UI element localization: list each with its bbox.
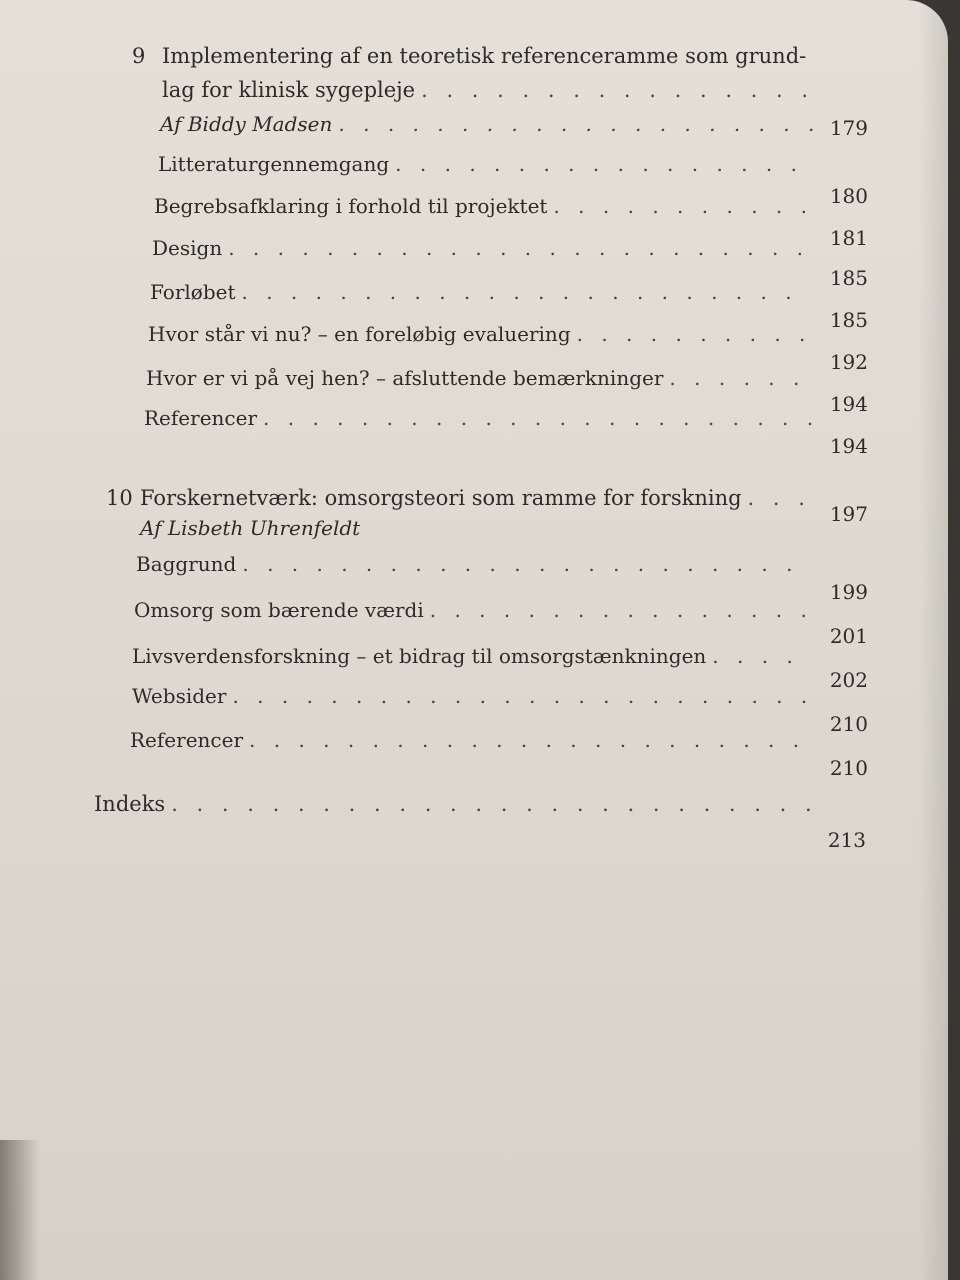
- toc-entry-page: 201: [829, 624, 868, 648]
- toc-entry-page: 210: [829, 712, 868, 736]
- toc-entry-label: Omsorg som bærende værdi: [134, 598, 424, 622]
- toc-entry-label: Referencer: [144, 406, 258, 430]
- chapter-title-continued: lag for klinisk sygepleje: [162, 78, 416, 102]
- toc-entry: [132, 644, 818, 668]
- leader-dots: [228, 236, 812, 260]
- chapter-9-title-line1: [132, 44, 807, 68]
- index-entry: [94, 792, 818, 816]
- toc-entry-label: Litteraturgennemgang: [158, 152, 390, 176]
- toc-entry: [158, 152, 818, 176]
- index-label: Indeks: [94, 792, 166, 816]
- toc-entry-page: 192: [829, 350, 868, 374]
- chapter-10-page: 197: [829, 502, 868, 526]
- leader-dots: [232, 684, 812, 708]
- toc-entry: [136, 552, 818, 576]
- toc-entry-label: Referencer: [130, 728, 244, 752]
- chapter-author: Af Lisbeth Uhrenfeldt: [140, 516, 361, 540]
- toc-entry-label: Begrebsafklaring i forhold til projektet: [154, 194, 548, 218]
- chapter-title: Implementering af en teoretisk referenceramme som grund-: [162, 44, 807, 68]
- toc-entry-page: 210: [829, 756, 868, 780]
- toc-entry-page: 185: [829, 266, 868, 290]
- chapter-author: Af Biddy Madsen: [160, 112, 333, 136]
- chapter-9-title-line2: [162, 78, 822, 102]
- toc-entry: [146, 366, 818, 390]
- chapter-10-title: [106, 486, 818, 510]
- leader-dots: [171, 792, 812, 816]
- toc-entry: [154, 194, 818, 218]
- toc-entry: [132, 684, 818, 708]
- leader-dots: [577, 322, 812, 346]
- toc-entry-page: 185: [829, 308, 868, 332]
- leader-dots: [242, 552, 812, 576]
- toc-entry-page: 181: [829, 226, 868, 250]
- leader-dots: [249, 728, 812, 752]
- toc-entry-page: 180: [829, 184, 868, 208]
- leader-dots: [421, 78, 816, 102]
- chapter-number: 10: [106, 486, 133, 510]
- leader-dots: [669, 366, 812, 390]
- index-page: 213: [827, 828, 866, 852]
- toc-entry: [152, 236, 818, 260]
- chapter-9-author: [160, 112, 820, 136]
- toc-entry-page: 202: [829, 668, 868, 692]
- toc-entry-label: Hvor er vi på vej hen? – afsluttende bemærkninger: [146, 366, 664, 390]
- toc-entry-page: 194: [829, 434, 868, 458]
- toc-entry-label: Hvor står vi nu? – en foreløbig evaluering: [148, 322, 571, 346]
- chapter-title: Forskernetværk: omsorgsteori som ramme for forskning: [140, 486, 742, 510]
- chapter-number: 9: [132, 44, 146, 68]
- toc-entry-label: Forløbet: [150, 280, 236, 304]
- leader-dots: [748, 486, 812, 510]
- chapter-9-page: 179: [829, 116, 868, 140]
- toc-entry-label: Websider: [132, 684, 227, 708]
- toc-entry: [148, 322, 818, 346]
- toc-entry-label: Baggrund: [136, 552, 237, 576]
- toc-entry: [144, 406, 818, 430]
- toc-entry-page: 194: [829, 392, 868, 416]
- toc-entry-label: Livsverdensforskning – et bidrag til omsorgstænkningen: [132, 644, 707, 668]
- leader-dots: [430, 598, 812, 622]
- toc-entry-page: 199: [829, 580, 868, 604]
- leader-dots: [338, 112, 814, 136]
- leader-dots: [263, 406, 812, 430]
- chapter-10-author: [140, 516, 540, 540]
- toc-entry: [134, 598, 818, 622]
- leader-dots: [395, 152, 812, 176]
- toc-entry-label: Design: [152, 236, 223, 260]
- leader-dots: [553, 194, 812, 218]
- leader-dots: [712, 644, 812, 668]
- leader-dots: [242, 280, 813, 304]
- toc-entry: [130, 728, 818, 752]
- finger-shadow: [0, 1140, 40, 1280]
- toc-entry: [150, 280, 818, 304]
